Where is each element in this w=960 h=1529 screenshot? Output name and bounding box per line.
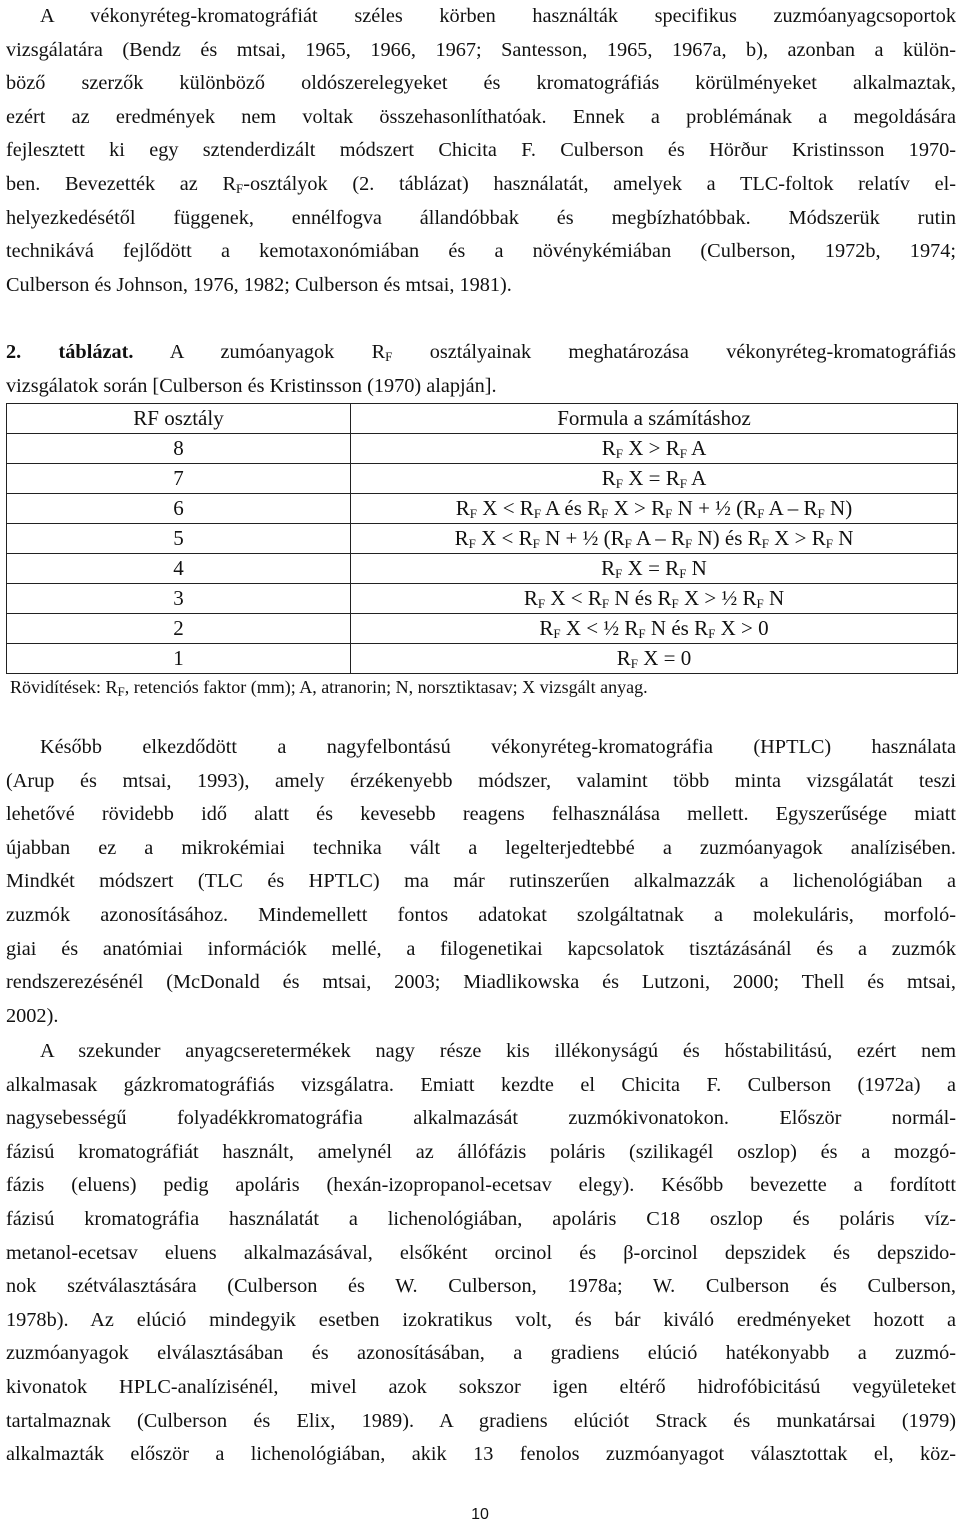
table-row bbox=[7, 464, 958, 494]
text-line: 2002). bbox=[6, 1004, 59, 1027]
formula-cell: $R_F$ $X < R_F$ N + ½ ($R_F$ A – $R_F$ N) és $R_F$ $X > R_F$ N bbox=[351, 524, 958, 554]
caption-line-1 bbox=[6, 336, 956, 370]
rf-class-cell: 7 bbox=[7, 464, 351, 494]
table-header-row bbox=[7, 404, 958, 434]
formula-cell: $R_F$ $X = R_F$ A bbox=[351, 464, 958, 494]
text-line: nok szétválasztására (Culberson és W. Culberson, 1978a; W. Culberson és Culberson, bbox=[6, 1275, 956, 1298]
text-line: (Arup és mtsai, 1993), amely érzékenyebb módszer, valamint több minta vizsgálatát teszi bbox=[6, 769, 956, 792]
text-line: böző szerzők különböző oldószerelegyeket és kromatográfiás körülményeket alkalmaztak, bbox=[6, 72, 956, 95]
text-line: A szekunder anyagcseretermékek nagy része kis illékonyságú és hőstabilitású, ezért nem bbox=[40, 1040, 956, 1062]
table-abbreviations: Rövidítések: $R_F$, retenciós faktor (mm); A, atranorin; N, norsztiktasav; X vizsgált anyag. bbox=[10, 677, 648, 699]
rf-class-cell: 2 bbox=[7, 614, 351, 644]
text-line: lehetővé rövidebb idő alatt és kevesebb reagens felhasználása mellett. Egyszerűsége miatt bbox=[6, 803, 956, 826]
caption-text: A zumóanyagok $R_F$ osztályainak meghatározása vékonyréteg-kromatográfiás bbox=[169, 341, 957, 364]
table-row bbox=[7, 584, 958, 614]
text-line: zuzmók azonosításához. Mindemellett fontos adatokat szolgáltatnak a molekuláris, morfoló- bbox=[6, 903, 956, 926]
text-line: Később elkezdődött a nagyfelbontású vékonyréteg-kromatográfia (HPTLC) használata bbox=[40, 736, 956, 758]
text-line: zuzmóanyagok elválasztásában és azonosításában, a gradiens elúció hatékonyabb a zuzmó- bbox=[6, 1342, 956, 1365]
table-row bbox=[7, 644, 958, 674]
rf-class-cell: 1 bbox=[7, 644, 351, 674]
table-caption bbox=[6, 336, 956, 403]
text-line: fejlesztett ki egy sztenderdizált módszert Chicita F. Culberson és Hörður Kristinsson 1970- bbox=[6, 139, 956, 162]
formula-cell: $R_F$ $X < R_F$ A és $R_F$ $X > R_F$ N + ½ ($R_F$ A – $R_F$ N) bbox=[351, 494, 958, 524]
text-line: vizsgálatára (Bendz és mtsai, 1965, 1966, 1967; Santesson, 1965, 1967a, b), azonban a külön- bbox=[6, 38, 956, 61]
text-line: metanol-ecetsav eluens alkalmazásával, elsőként orcinol és β-orcinol depszidek és depszido- bbox=[6, 1241, 956, 1264]
text-line: 1978b). Az elúció mindegyik esetben izokratikus volt, és bár kiváló eredményeket hozott a bbox=[6, 1308, 956, 1331]
table-row bbox=[7, 554, 958, 584]
text-line: újabban ez a mikrokémiai technika vált a legelterjedtebbé a zuzmóanyagok analízisében. bbox=[6, 836, 956, 859]
text-line: A vékonyréteg-kromatográfiát széles körben használták specifikus zuzmóanyagcsoportok bbox=[40, 5, 956, 27]
formula-cell: $R_F$ $X < R_F$ N és $R_F$ X > ½ $R_F$ N bbox=[351, 584, 958, 614]
paragraph-rf-classes-intro bbox=[6, 0, 956, 302]
text-line: tartalmaznak (Culberson és Elix, 1989). A gradiens elúciót Strack és munkatársai (1979) bbox=[6, 1409, 956, 1432]
text-line: giai és anatómiai információk mellé, a filogenetikai kapcsolatok tisztázásánál és a zuzmók bbox=[6, 937, 956, 960]
formula-cell: $R_F$ $X > R_F$ A bbox=[351, 434, 958, 464]
table-row bbox=[7, 434, 958, 464]
text-line: nagysebességű folyadékkromatográfia alkalmazását zuzmókivonatokon. Először normál- bbox=[6, 1107, 956, 1130]
rf-class-cell: 8 bbox=[7, 434, 351, 464]
formula-cell: $R_F$ $X = R_F$ N bbox=[351, 554, 958, 584]
rf-class-cell: 5 bbox=[7, 524, 351, 554]
header-formula: Formula a számításhoz bbox=[351, 404, 958, 434]
text-line: Mindkét módszert (TLC és HPTLC) ma már rutinszerűen alkalmazzák a lichenológiában a bbox=[6, 870, 956, 893]
text-line: rendszerezésénél (McDonald és mtsai, 2003; Miadlikowska és Lutzoni, 2000; Thell és mtsai, bbox=[6, 971, 956, 994]
rf-class-cell: 6 bbox=[7, 494, 351, 524]
paragraph-hptlc bbox=[6, 731, 956, 1033]
caption-label: 2. táblázat. bbox=[6, 341, 134, 363]
table-row bbox=[7, 614, 958, 644]
rf-class-cell: 3 bbox=[7, 584, 351, 614]
table-row bbox=[7, 494, 958, 524]
text-line: fázis (eluens) pedig apoláris (hexán-izopropanol-ecetsav elegy). Később bevezette a fordított bbox=[6, 1174, 956, 1197]
text-line: alkalmazták először a lichenológiában, akik 13 fenolos zuzmóanyagot választottak el, köz- bbox=[6, 1443, 956, 1466]
text-line: alkalmasak gázkromatográfiás vizsgálatra. Emiatt kezdte el Chicita F. Culberson (1972a) a bbox=[6, 1073, 956, 1096]
text-line: ezért az eredmények nem voltak összehasonlíthatóak. Ennek a problémának a megoldására bbox=[6, 105, 956, 128]
text-line: helyezkedésétől függenek, ennélfogva állandóbbak és megbízhatóbbak. Módszerük rutin bbox=[6, 206, 956, 229]
text-line: Culberson és Johnson, 1976, 1982; Culberson és mtsai, 1981). bbox=[6, 273, 512, 296]
table-body bbox=[7, 434, 958, 674]
text-line: fázisú kromatográfiát használt, amelynél az állófázis poláris (szilikagél oszlop) és a mozgó- bbox=[6, 1140, 956, 1163]
paragraph-hplc bbox=[6, 1035, 956, 1472]
table-row bbox=[7, 524, 958, 554]
rf-class-table bbox=[6, 403, 958, 674]
text-line: fázisú kromatográfia használatát a lichenológiában, apoláris C18 oszlop és poláris víz- bbox=[6, 1207, 956, 1230]
formula-cell: $R_F$ X < ½ $R_F$ N és $R_F$ X > 0 bbox=[351, 614, 958, 644]
text-line: ben. Bevezették az $R_F$-osztályok (2. táblázat) használatát, amelyek a TLC-foltok relatív el- bbox=[6, 172, 956, 196]
rf-class-cell: 4 bbox=[7, 554, 351, 584]
page-number: 10 bbox=[471, 1506, 489, 1523]
caption-line-2: vizsgálatok során [Culberson és Kristinsson (1970) alapján]. bbox=[6, 374, 497, 397]
formula-cell: $R_F$ X = 0 bbox=[351, 644, 958, 674]
header-rf-class: RF osztály bbox=[7, 404, 351, 434]
text-line: kivonatok HPLC-analízisénél, mivel azok sokszor igen eltérő hidrofóbicitású vegyületeket bbox=[6, 1375, 956, 1398]
text-line: technikává fejlődött a kemotaxonómiában és a növénykémiában (Culberson, 1972b, 1974; bbox=[6, 240, 956, 263]
